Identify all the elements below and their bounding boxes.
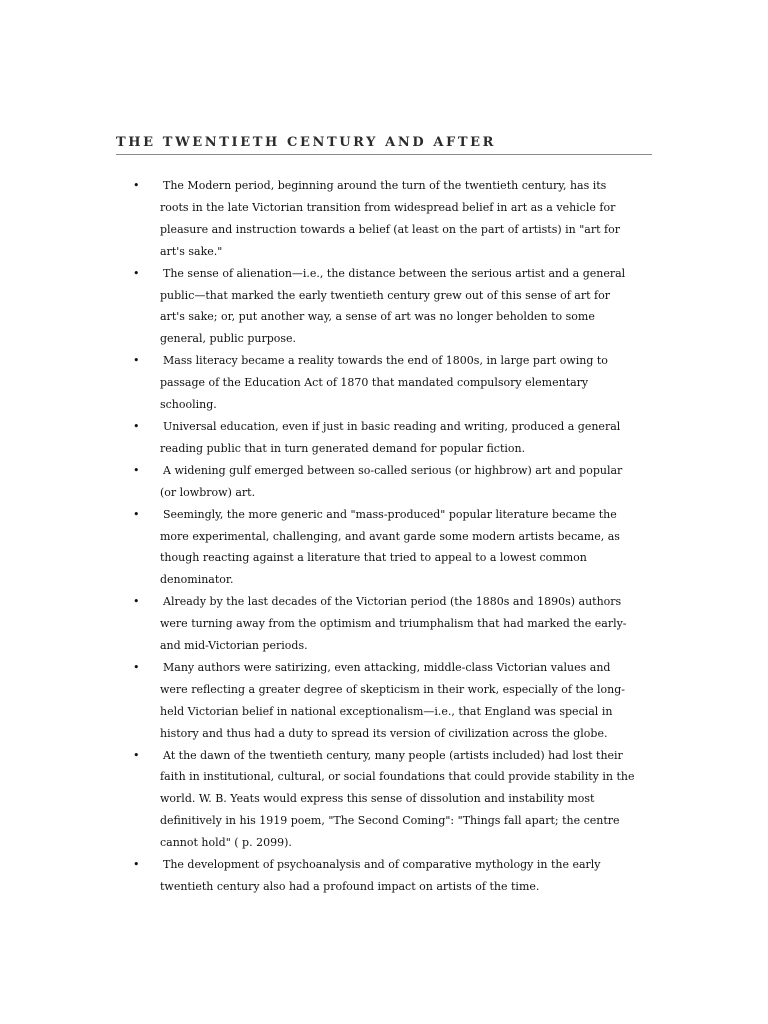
bullet-text: At the dawn of the twentieth century, many people (artists included) had lost their faith in institutional, cultural, or social foundations that could provide stability in the world. W. B. Yeats would express this sense of dissolution and instability most definitively in his 1919 poem, "The Second Coming": "Things fall apart; the centre cannot hold" ( p. 2099). bbox=[160, 748, 635, 850]
bullet-item bbox=[0, 745, 636, 855]
bullet-icon: • bbox=[133, 266, 140, 280]
bullet-icon: • bbox=[133, 507, 140, 521]
bullet-item bbox=[0, 460, 636, 504]
bullet-item bbox=[0, 263, 636, 351]
bullet-icon: • bbox=[133, 179, 140, 192]
bullet-text: Already by the last decades of the Victorian period (the 1880s and 1890s) authors were turning away from the optimism and triumphalism that had marked the early- and mid-Victorian periods. bbox=[160, 595, 627, 653]
bullet-item bbox=[0, 591, 636, 657]
bullet-text: Many authors were satirizing, even attacking, middle-class Victorian values and were reflecting a greater degree of skepticism in their work, especially of the long-held Victorian belief in national exceptionalism—i.e., that England was special in history and thus had a duty to spread its version of civilization across the globe. bbox=[160, 660, 625, 740]
bullet-icon: • bbox=[133, 595, 140, 609]
heading-rule bbox=[116, 154, 652, 155]
bullet-text: The Modern period, beginning around the turn of the twentieth century, has its roots in the late Victorian transition from widespread belief in art as a vehicle for pleasure and instruction towards a belief (at least on the part of artists) in "art for art's sake." bbox=[160, 179, 620, 258]
bullet-text: The sense of alienation—i.e., the distance between the serious artist and a general public—that marked the early twentieth century grew out of this sense of art for art's sake; or, put another way, a sense of art was no longer beholden to some general, public purpose. bbox=[160, 266, 626, 346]
bullet-icon: • bbox=[133, 748, 140, 762]
bullet-icon: • bbox=[133, 858, 140, 872]
bullet-icon: • bbox=[133, 463, 140, 477]
bullet-item bbox=[0, 854, 636, 898]
bullet-text: Mass literacy became a reality towards the end of 1800s, in large part owing to passage of the Education Act of 1870 that mandated compulsory elementary schooling. bbox=[160, 354, 608, 412]
bullet-item bbox=[0, 175, 636, 263]
section-heading: THE TWENTIETH CENTURY AND AFTER bbox=[116, 135, 497, 150]
bullet-text: The development of psychoanalysis and of comparative mythology in the early twentieth century also had a profound impact on artists of the time. bbox=[160, 858, 601, 893]
bullet-icon: • bbox=[133, 419, 140, 433]
bullet-item bbox=[0, 416, 636, 460]
bullet-item bbox=[0, 350, 636, 416]
bullet-item bbox=[0, 504, 636, 592]
bullet-icon: • bbox=[133, 660, 140, 674]
bullet-text: A widening gulf emerged between so-called serious (or highbrow) art and popular (or lowbrow) art. bbox=[160, 463, 623, 499]
bullet-list bbox=[0, 175, 768, 898]
bullet-text: Universal education, even if just in basic reading and writing, produced a general reading public that in turn generated demand for popular fiction. bbox=[160, 419, 621, 455]
bullet-icon: • bbox=[133, 354, 140, 368]
bullet-text: Seemingly, the more generic and "mass-produced" popular literature became the more experimental, challenging, and avant garde some modern artists became, as though reacting against a literature that tried to appeal to a lowest common denominator. bbox=[160, 507, 620, 587]
bullet-item bbox=[0, 657, 636, 745]
